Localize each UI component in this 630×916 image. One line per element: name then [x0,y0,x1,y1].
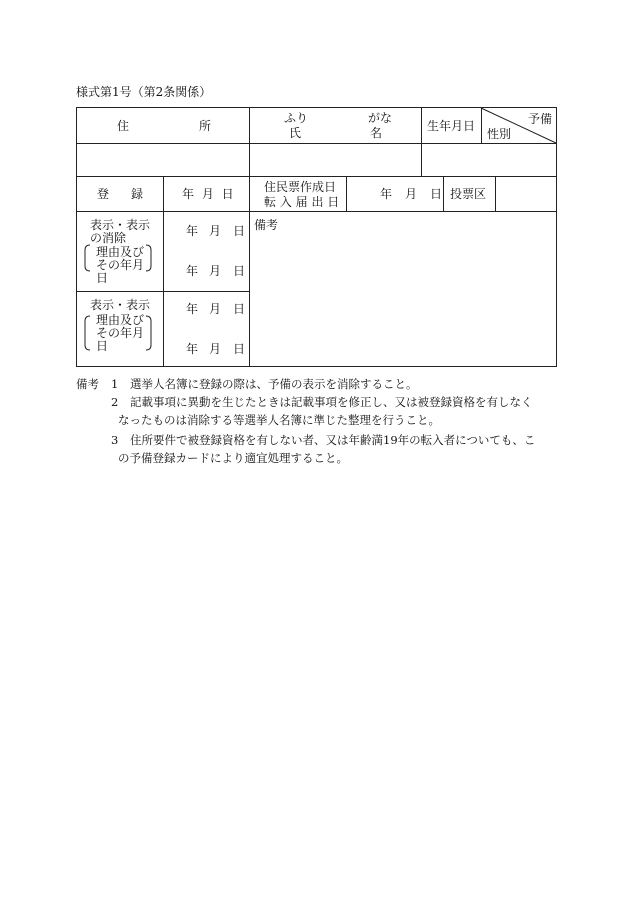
registration-label-1: 登 [97,187,110,201]
reason-line-2: その年月 [96,258,145,272]
reason2-line-3: 日 [96,339,109,353]
gender-header: 性別 [487,127,512,141]
note-2-text-cont: なったものは消除する等選挙人名簿に準じた整理を行うこと。 [118,413,440,427]
date-day-3: 日 [233,302,246,316]
note-1-number: 1 [111,377,119,391]
date-year-3: 年 [186,302,199,316]
yobi-header: 予備 [528,112,553,126]
date-day-2: 日 [233,264,246,278]
display-label-2: 表示・表示 [90,298,151,312]
note-2-number: 2 [111,395,119,409]
date-month-2: 月 [209,264,222,278]
date-month-1: 月 [209,224,222,238]
note-2-text: 記載事項に異動を生じたときは記載事項を修正し、又は被登録資格を有しなく [130,395,533,409]
birthdate-header: 生年月日 [427,119,476,133]
residence-created-date-label: 住民票作成日 [264,180,337,194]
move-in-date-label: 転 入 届 出 日 [264,195,340,209]
reason2-line-2: その年月 [96,326,145,340]
created-year: 年 [380,187,393,201]
furigana-label-2: がな [368,111,393,125]
note-3-text: 住所要件で被登録資格を有しない者、又は年齢満19年の転入者についても、こ [130,433,536,447]
reason-line-3: 日 [96,271,109,285]
display-label-1b: の消除 [90,231,127,245]
address-header-1: 住 [117,119,130,133]
reason2-line-1: 理由及び [96,313,145,327]
voting-district-label: 投票区 [450,187,487,201]
remarks-cell-label: 備考 [254,218,279,232]
date-year-1: 年 [186,224,199,238]
date-year-2: 年 [186,264,199,278]
date-day-4: 日 [233,342,246,356]
created-day: 日 [430,187,443,201]
reason-line-1: 理由及び [96,245,145,259]
date-month-3: 月 [209,302,222,316]
display-label-1: 表示・表示 [90,218,151,232]
form-title: 様式第1号（第2条関係） [76,85,212,99]
furigana-label-1: ふり [284,111,309,125]
date-year-4: 年 [186,342,199,356]
note-1-text: 選挙人名簿に登録の際は、予備の表示を消除すること。 [130,377,418,391]
name-header-2: 名 [370,126,383,140]
created-month: 月 [405,187,418,201]
note-3-text-cont: の予備登録カードにより適宜処理すること。 [118,451,348,465]
notes-label: 備考 [76,377,99,391]
registration-label-2: 録 [131,187,144,201]
registration-date: 年 月 日 [182,187,234,201]
date-month-4: 月 [209,342,222,356]
note-3-number: 3 [111,433,119,447]
address-header-2: 所 [199,119,212,133]
name-header-1: 氏 [289,126,302,140]
date-day-1: 日 [233,224,246,238]
